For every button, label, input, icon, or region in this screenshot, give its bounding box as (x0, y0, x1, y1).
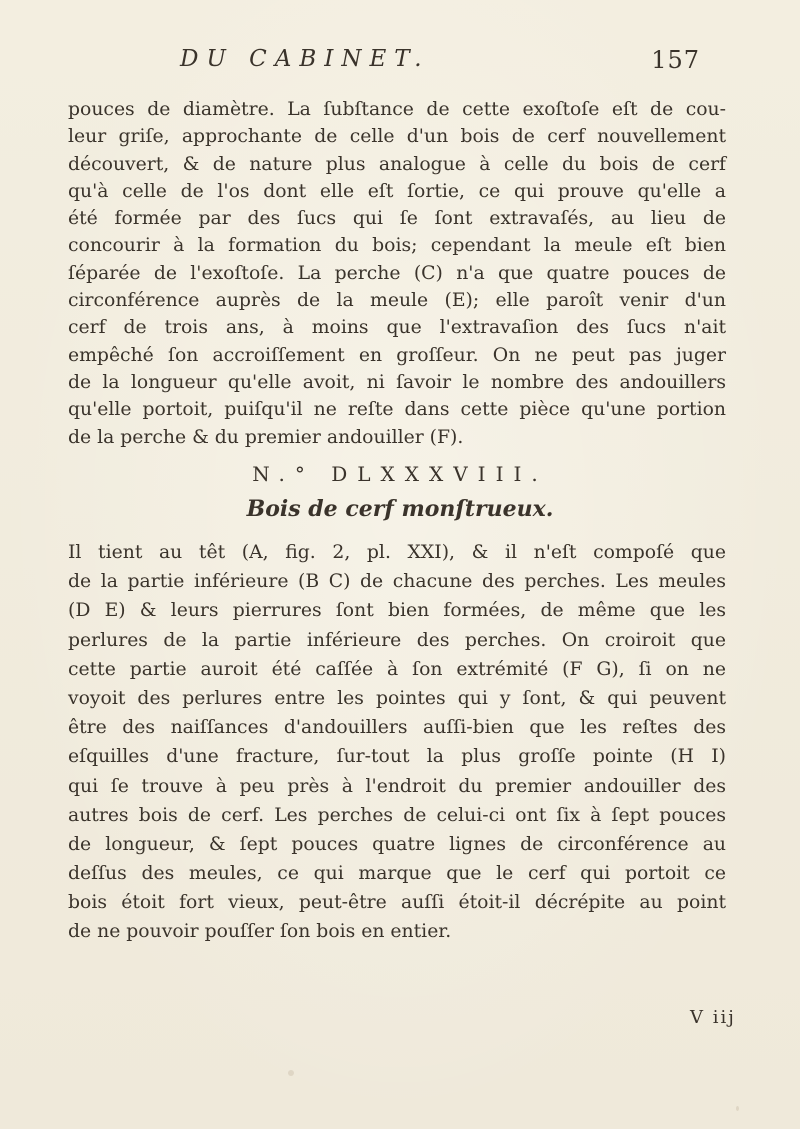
text-line: empêché ſon accroiſſement en groſſeur. On ne peut pas juger (68, 344, 726, 366)
text-line: de ne pouvoir pouſſer ſon bois en entier. (68, 921, 452, 943)
text-line: découvert, & de nature plus analogue à celle du bois de cerf (68, 153, 726, 175)
text-line: cette partie auroit été caſſée à ſon extrémité (F G), ſi on ne (68, 658, 726, 680)
text-line: cerf de trois ans, à moins que l'extravaſion des ſucs n'ait (68, 317, 726, 339)
text-line: de longueur, & ſept pouces quatre lignes de circonférence au (68, 833, 726, 855)
text-line: bois étoit fort vieux, peut-être auſſi étoit-il décrépite au point (68, 892, 726, 914)
text-line: circonférence auprès de la meule (E); elle paroît venir d'un (68, 290, 726, 312)
entry-title: Bois de cerf monſtrueux. (246, 496, 554, 522)
text-line: deſſus des meules, ce qui marque que le cerf qui portoit ce (68, 863, 726, 885)
text-line: (D E) & leurs pierrures ſont bien formées, de même que les (68, 600, 726, 622)
paper-stain (736, 1106, 739, 1111)
text-line: de la longueur qu'elle avoit, ni ſavoir le nombre des andouillers (68, 371, 726, 393)
text-line: qu'à celle de l'os dont elle eſt ſortie, ce qui prouve qu'elle a (68, 180, 726, 202)
text-line: leur griſe, approchante de celle d'un bois de cerf nouvellement (68, 126, 726, 148)
text-line: autres bois de cerf. Les perches de celui-ci ont ſix à ſept pouces (68, 804, 726, 826)
text-line: concourir à la formation du bois; cependant la meule eſt bien (68, 235, 726, 257)
running-title: DU CABINET. (180, 46, 430, 72)
text-line: être des naiſſances d'andouillers auſſi-bien que les reſtes des (68, 717, 726, 739)
text-line: perlures de la partie inférieure des perches. On croiroit que (68, 629, 726, 651)
text-line: été formée par des ſucs qui ſe ſont extravaſés, au lieu de (68, 208, 726, 230)
signature-mark: V iij (690, 1007, 736, 1028)
text-line: qu'elle portoit, puiſqu'il ne reſte dans cette pièce qu'une portion (68, 399, 726, 421)
text-line: qui ſe trouve à peu près à l'endroit du premier andouiller des (68, 775, 726, 797)
entry-number: N.° DLXXXVIII. (252, 462, 548, 486)
page-number: 157 (651, 46, 700, 74)
paper-stain (288, 1070, 294, 1076)
text-line: ſéparée de l'exoſtoſe. La perche (C) n'a que quatre pouces de (68, 262, 726, 284)
paragraph-continued (68, 96, 726, 451)
text-line: de la perche & du premier andouiller (F). (68, 426, 464, 448)
text-line: voyoit des perlures entre les pointes qui y ſont, & qui peuvent (68, 687, 726, 709)
text-line: eſquilles d'une fracture, ſur-tout la plus groſſe pointe (H I) (68, 746, 726, 768)
page-header (180, 46, 700, 86)
text-line: de la partie inférieure (B C) de chacune des perches. Les meules (68, 571, 726, 593)
text-line: pouces de diamètre. La ſubſtance de cette exoſtoſe eſt de cou- (68, 99, 726, 120)
entry-paragraph (68, 538, 726, 947)
text-line: Il tient au têt (A, fig. 2, pl. XXI), & il n'eſt compoſé que (68, 542, 726, 563)
